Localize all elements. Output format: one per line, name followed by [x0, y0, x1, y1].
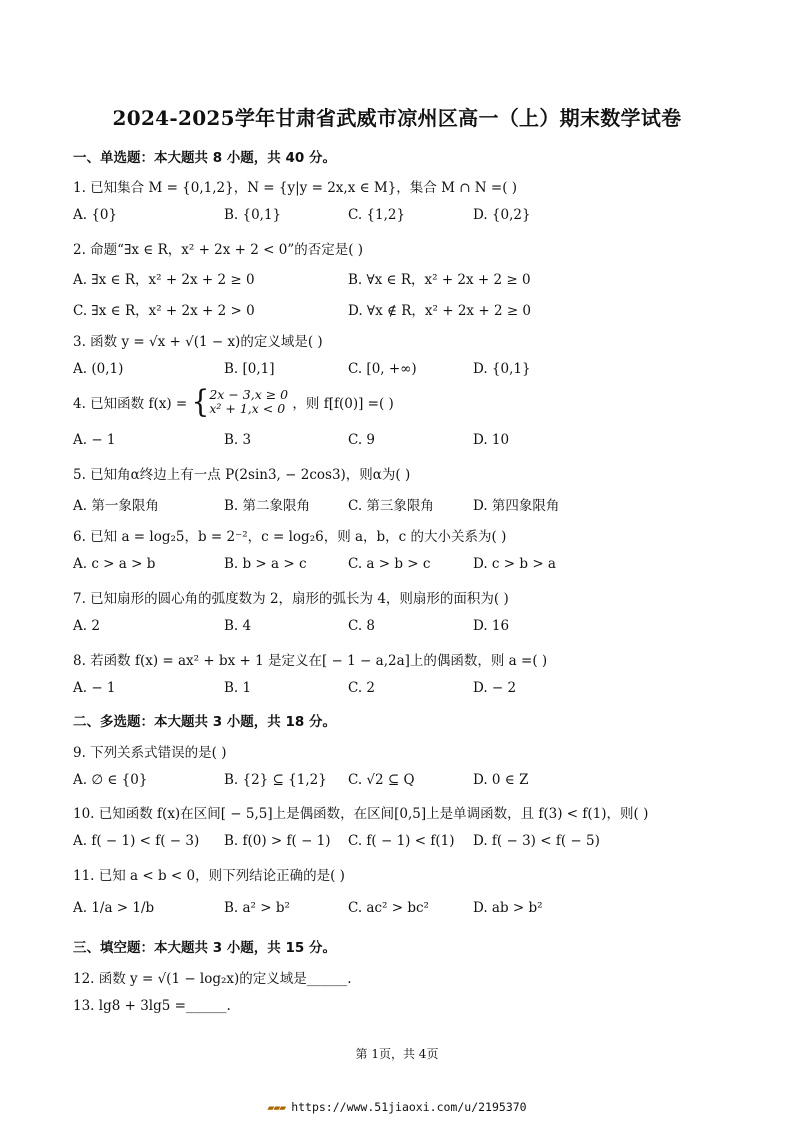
question-3-option-a: A. (0,1) — [73, 361, 124, 377]
section-heading-single-choice: 一、单选题：本大题共 8 小题，共 40 分。 — [73, 150, 336, 166]
question-6-option-b: B. b > a > c — [224, 556, 307, 572]
question-8-option-a: A. − 1 — [73, 680, 116, 696]
question-7-option-c: C. 8 — [348, 618, 376, 634]
question-9-option-d: D. 0 ∈ Z — [473, 772, 529, 788]
piecewise-case-1: 2x − 3,x ≥ 0 — [209, 387, 289, 402]
question-12-stem: 12. 函数 y = √(1 − log₂x)的定义域是______. — [73, 971, 352, 987]
question-13-stem: 13. lg8 + 3lg5 =______. — [73, 998, 231, 1014]
question-9-option-b: B. {2} ⊆ {1,2} — [224, 772, 327, 788]
question-10-option-c: C. f( − 1) < f(1) — [348, 833, 455, 849]
question-3-stem: 3. 函数 y = √x + √(1 − x)的定义域是( ) — [73, 334, 323, 350]
question-11-option-a: A. 1/a > 1/b — [73, 900, 155, 916]
question-6-option-a: A. c > a > b — [73, 556, 156, 572]
question-4-option-a: A. − 1 — [73, 432, 116, 448]
piecewise-brace-icon: { — [191, 383, 210, 420]
piecewise-cases — [209, 388, 288, 416]
question-11-option-d: D. ab > b² — [473, 900, 543, 916]
page-number: 第 1页，共 4页 — [355, 1047, 439, 1061]
question-11-stem: 11. 已知 a < b < 0，则下列结论正确的是( ) — [73, 868, 345, 884]
question-8-option-d: D. − 2 — [473, 680, 517, 696]
question-4-stem-suffix: ，则 f[f(0)] =( ) — [292, 396, 394, 412]
site-logo-icon: ▰▰▰ — [267, 1100, 286, 1114]
question-5-option-a: A. 第一象限角 — [73, 498, 159, 514]
question-2-option-c: C. ∃x ∈ R，x² + 2x + 2 > 0 — [73, 303, 255, 319]
url-link[interactable]: https://www.51jiaoxi.com/u/2195370 — [291, 1100, 527, 1114]
question-3-option-c: C. [0, +∞) — [348, 361, 417, 377]
question-8-option-b: B. 1 — [224, 680, 252, 696]
question-4-stem — [73, 383, 394, 420]
section-heading-multiple-choice: 二、多选题：本大题共 3 小题，共 18 分。 — [73, 714, 336, 730]
question-9-option-a: A. ∅ ∈ {0} — [73, 772, 148, 788]
question-7-option-d: D. 16 — [473, 618, 510, 634]
question-1-option-c: C. {1,2} — [348, 207, 406, 223]
question-11-option-b: B. a² > b² — [224, 900, 290, 916]
question-4-stem-prefix: 4. 已知函数 f(x) = — [73, 396, 188, 412]
question-5-stem: 5. 已知角α终边上有一点 P(2sin3, − 2cos3)，则α为( ) — [73, 467, 411, 483]
question-3-option-d: D. {0,1} — [473, 361, 531, 377]
question-10-option-b: B. f(0) > f( − 1) — [224, 833, 331, 849]
question-2-option-a: A. ∃x ∈ R，x² + 2x + 2 ≥ 0 — [73, 272, 255, 288]
question-7-stem: 7. 已知扇形的圆心角的弧度数为 2，扇形的弧长为 4，则扇形的面积为( ) — [73, 591, 509, 607]
piecewise-case-2: x² + 1,x < 0 — [209, 401, 286, 416]
question-3-option-b: B. [0,1] — [224, 361, 275, 377]
question-10-option-a: A. f( − 1) < f( − 3) — [73, 833, 200, 849]
question-4-option-d: D. 10 — [473, 432, 510, 448]
question-8-option-c: C. 2 — [348, 680, 376, 696]
question-5-option-c: C. 第三象限角 — [348, 498, 434, 514]
question-6-option-c: C. a > b > c — [348, 556, 431, 572]
question-2-option-b: B. ∀x ∈ R，x² + 2x + 2 ≥ 0 — [348, 272, 531, 288]
question-1-stem: 1. 已知集合 M = {0,1,2}，N = {y|y = 2x,x ∈ M}，集合 M ∩ N =( ) — [73, 180, 518, 196]
watermark-url — [0, 1100, 794, 1114]
question-11-option-c: C. ac² > bc² — [348, 900, 429, 916]
question-1-option-b: B. {0,1} — [224, 207, 282, 223]
question-6-option-d: D. c > b > a — [473, 556, 556, 572]
question-5-option-d: D. 第四象限角 — [473, 498, 560, 514]
question-2-stem: 2. 命题“∃x ∈ R，x² + 2x + 2 < 0”的否定是( ) — [73, 242, 364, 258]
question-8-stem: 8. 若函数 f(x) = ax² + bx + 1 是定义在[ − 1 − a,2a]上的偶函数，则 a =( ) — [73, 653, 548, 669]
question-6-stem: 6. 已知 a = log₂5，b = 2⁻²，c = log₂6，则 a，b，c 的大小关系为( ) — [73, 529, 507, 545]
question-10-option-d: D. f( − 3) < f( − 5) — [473, 833, 600, 849]
question-7-option-b: B. 4 — [224, 618, 252, 634]
question-9-stem: 9. 下列关系式错误的是( ) — [73, 745, 227, 761]
question-10-stem: 10. 已知函数 f(x)在区间[ − 5,5]上是偶函数，在区间[0,5]上是单调函数，且 f(3) < f(1)，则( ) — [73, 806, 649, 822]
question-4-option-b: B. 3 — [224, 432, 252, 448]
section-heading-fill-in: 三、填空题：本大题共 3 小题，共 15 分。 — [73, 940, 336, 956]
question-2-option-d: D. ∀x ∉ R，x² + 2x + 2 ≥ 0 — [348, 303, 532, 319]
question-9-option-c: C. √2 ⊆ Q — [348, 772, 415, 788]
page-title: 2024-2025学年甘肃省武威市凉州区高一（上）期末数学试卷 — [112, 106, 682, 130]
question-5-option-b: B. 第二象限角 — [224, 498, 311, 514]
question-1-option-d: D. {0,2} — [473, 207, 531, 223]
question-4-option-c: C. 9 — [348, 432, 376, 448]
question-7-option-a: A. 2 — [73, 618, 100, 634]
question-1-option-a: A. {0} — [73, 207, 118, 223]
